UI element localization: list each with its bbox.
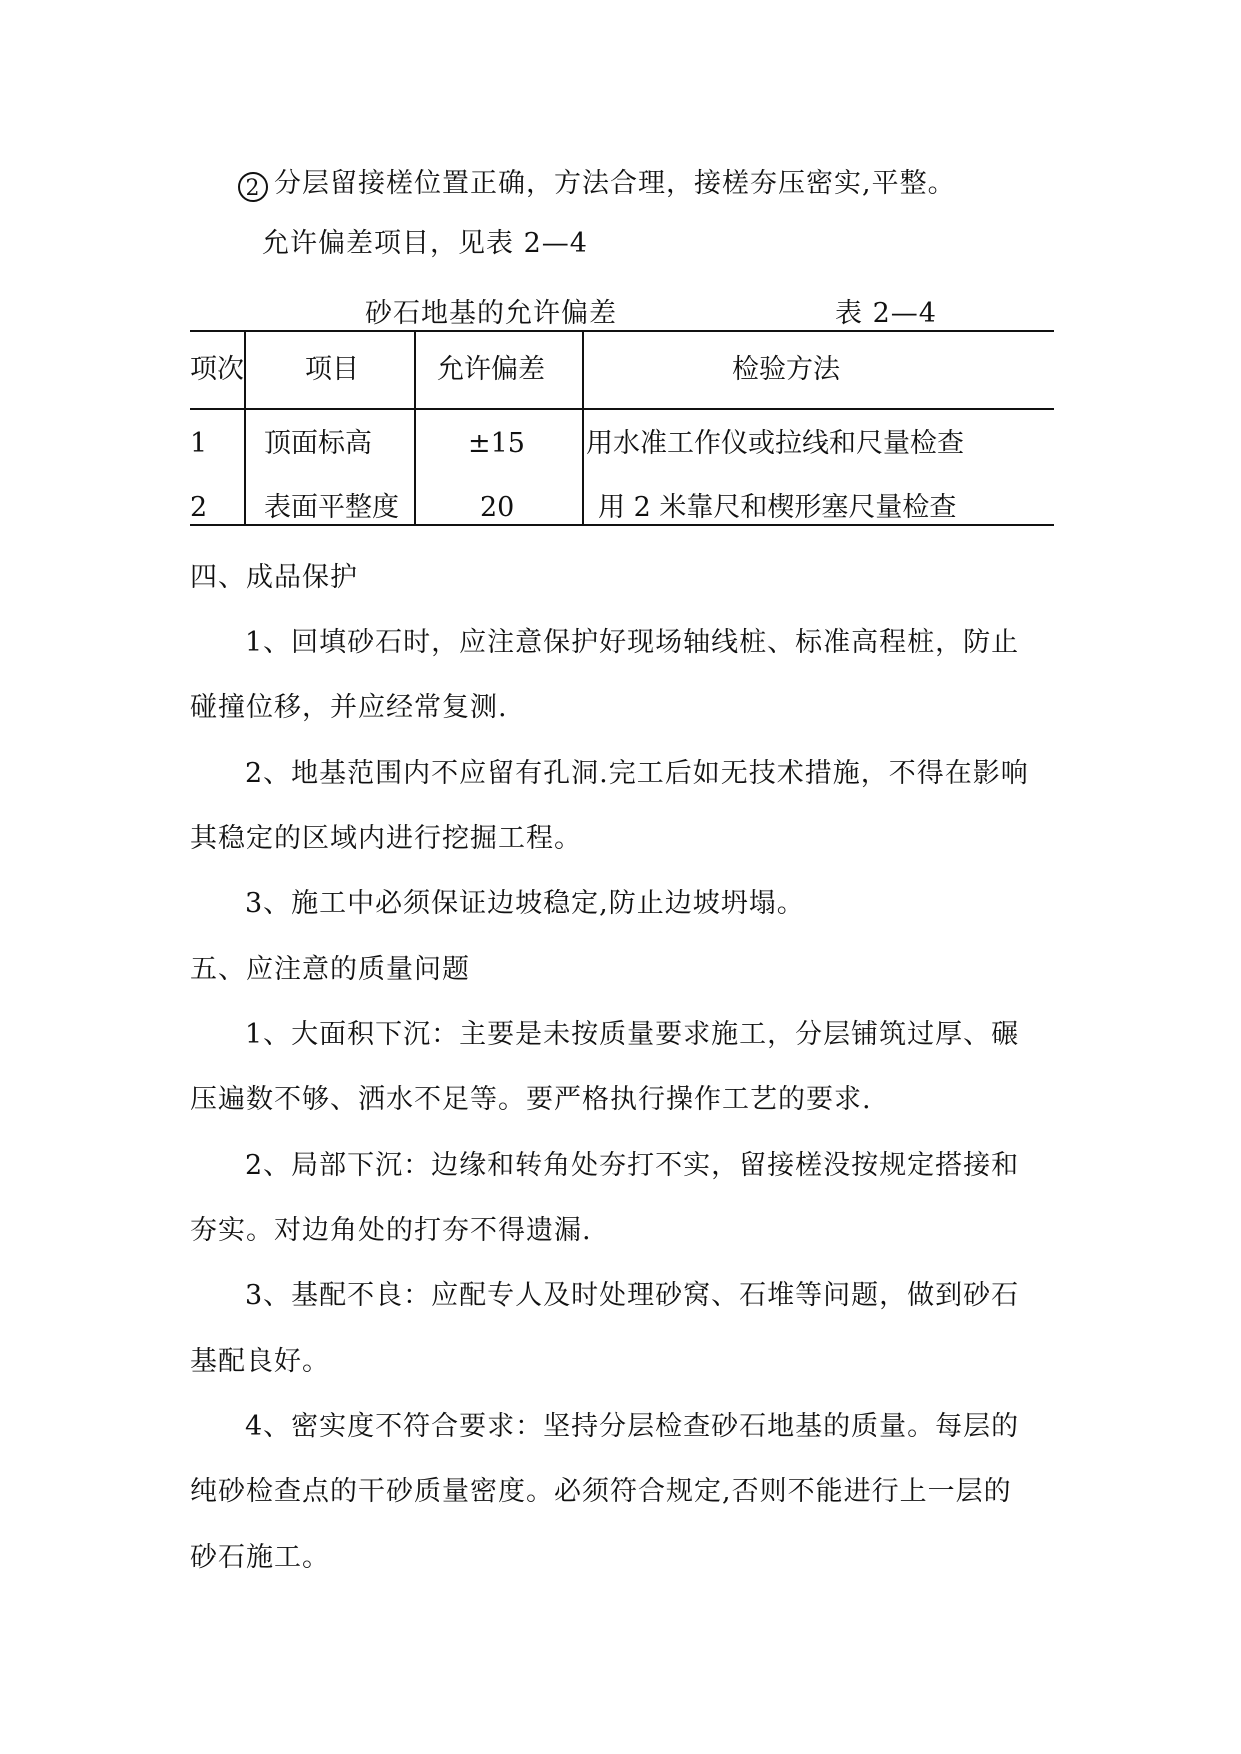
row-1-item: 顶面标高 bbox=[264, 428, 372, 459]
circled-number: 2 bbox=[238, 172, 268, 202]
section-5-p1-line1: 1、大面积下沉：主要是未按质量要求施工，分层铺筑过厚、碾 bbox=[245, 1019, 1020, 1050]
header-cell-method: 检验方法 bbox=[732, 354, 840, 385]
header-cell-item: 项目 bbox=[305, 354, 359, 385]
section-5-p2-line2: 夯实。对边角处的打夯不得遗漏. bbox=[190, 1215, 592, 1246]
section-4-p2-line2: 其稳定的区域内进行挖掘工程。 bbox=[190, 823, 582, 854]
table-col-rule bbox=[582, 330, 584, 526]
table-caption: 砂石地基的允许偏差 bbox=[365, 298, 617, 329]
section-4-p3: 3、施工中必须保证边坡稳定,防止边坡坍塌。 bbox=[245, 888, 805, 919]
table-header-rule bbox=[190, 408, 1054, 410]
row-1-method: 用水准工作仪或拉线和尺量检查 bbox=[586, 428, 964, 459]
header-cell-index: 项次 bbox=[190, 354, 244, 385]
section-5-p3-line1: 3、基配不良：应配专人及时处理砂窝、石堆等问题，做到砂石 bbox=[245, 1280, 1020, 1311]
section-5-heading: 五、应注意的质量问题 bbox=[190, 954, 470, 985]
header-cell-tolerance: 允许偏差 bbox=[437, 354, 545, 385]
table-col-rule bbox=[244, 330, 246, 526]
item-2-text: 分层留接槎位置正确，方法合理，接槎夯压密实,平整。 bbox=[274, 168, 956, 199]
table-top-rule bbox=[190, 330, 1054, 332]
section-4-heading: 四、成品保护 bbox=[190, 562, 358, 593]
section-4-p1-line2: 碰撞位移，并应经常复测. bbox=[190, 692, 508, 723]
section-4-p2-line1: 2、地基范围内不应留有孔洞.完工后如无技术措施，不得在影响 bbox=[245, 758, 1029, 789]
section-5-p1-line2: 压遍数不够、洒水不足等。要严格执行操作工艺的要求. bbox=[190, 1084, 872, 1115]
row-2-tolerance: 20 bbox=[480, 492, 515, 523]
row-2-method: 用 2 米靠尺和楔形塞尺量检查 bbox=[598, 492, 957, 523]
row-1-tolerance: ±15 bbox=[468, 428, 525, 459]
deviation-table bbox=[190, 330, 1054, 526]
section-4-p1-line1: 1、回填砂石时，应注意保护好现场轴线桩、标准高程桩，防止 bbox=[245, 627, 1020, 658]
table-col-rule bbox=[414, 330, 416, 526]
deviation-intro: 允许偏差项目，见表 2—4 bbox=[262, 228, 588, 259]
section-5-p3-line2: 基配良好。 bbox=[190, 1346, 330, 1377]
row-2-item: 表面平整度 bbox=[264, 492, 399, 523]
item-2-paragraph bbox=[238, 166, 956, 202]
section-5-p4-line1: 4、密实度不符合要求：坚持分层检查砂石地基的质量。每层的 bbox=[245, 1411, 1020, 1442]
table-number: 表 2—4 bbox=[835, 298, 937, 329]
section-5-p4-line2: 纯砂检查点的干砂质量密度。必须符合规定,否则不能进行上一层的 bbox=[190, 1476, 1012, 1507]
section-5-p4-line3: 砂石施工。 bbox=[190, 1542, 330, 1573]
section-5-p2-line1: 2、局部下沉：边缘和转角处夯打不实，留接槎没按规定搭接和 bbox=[245, 1150, 1020, 1181]
row-2-index: 2 bbox=[190, 492, 208, 523]
row-1-index: 1 bbox=[190, 428, 208, 459]
